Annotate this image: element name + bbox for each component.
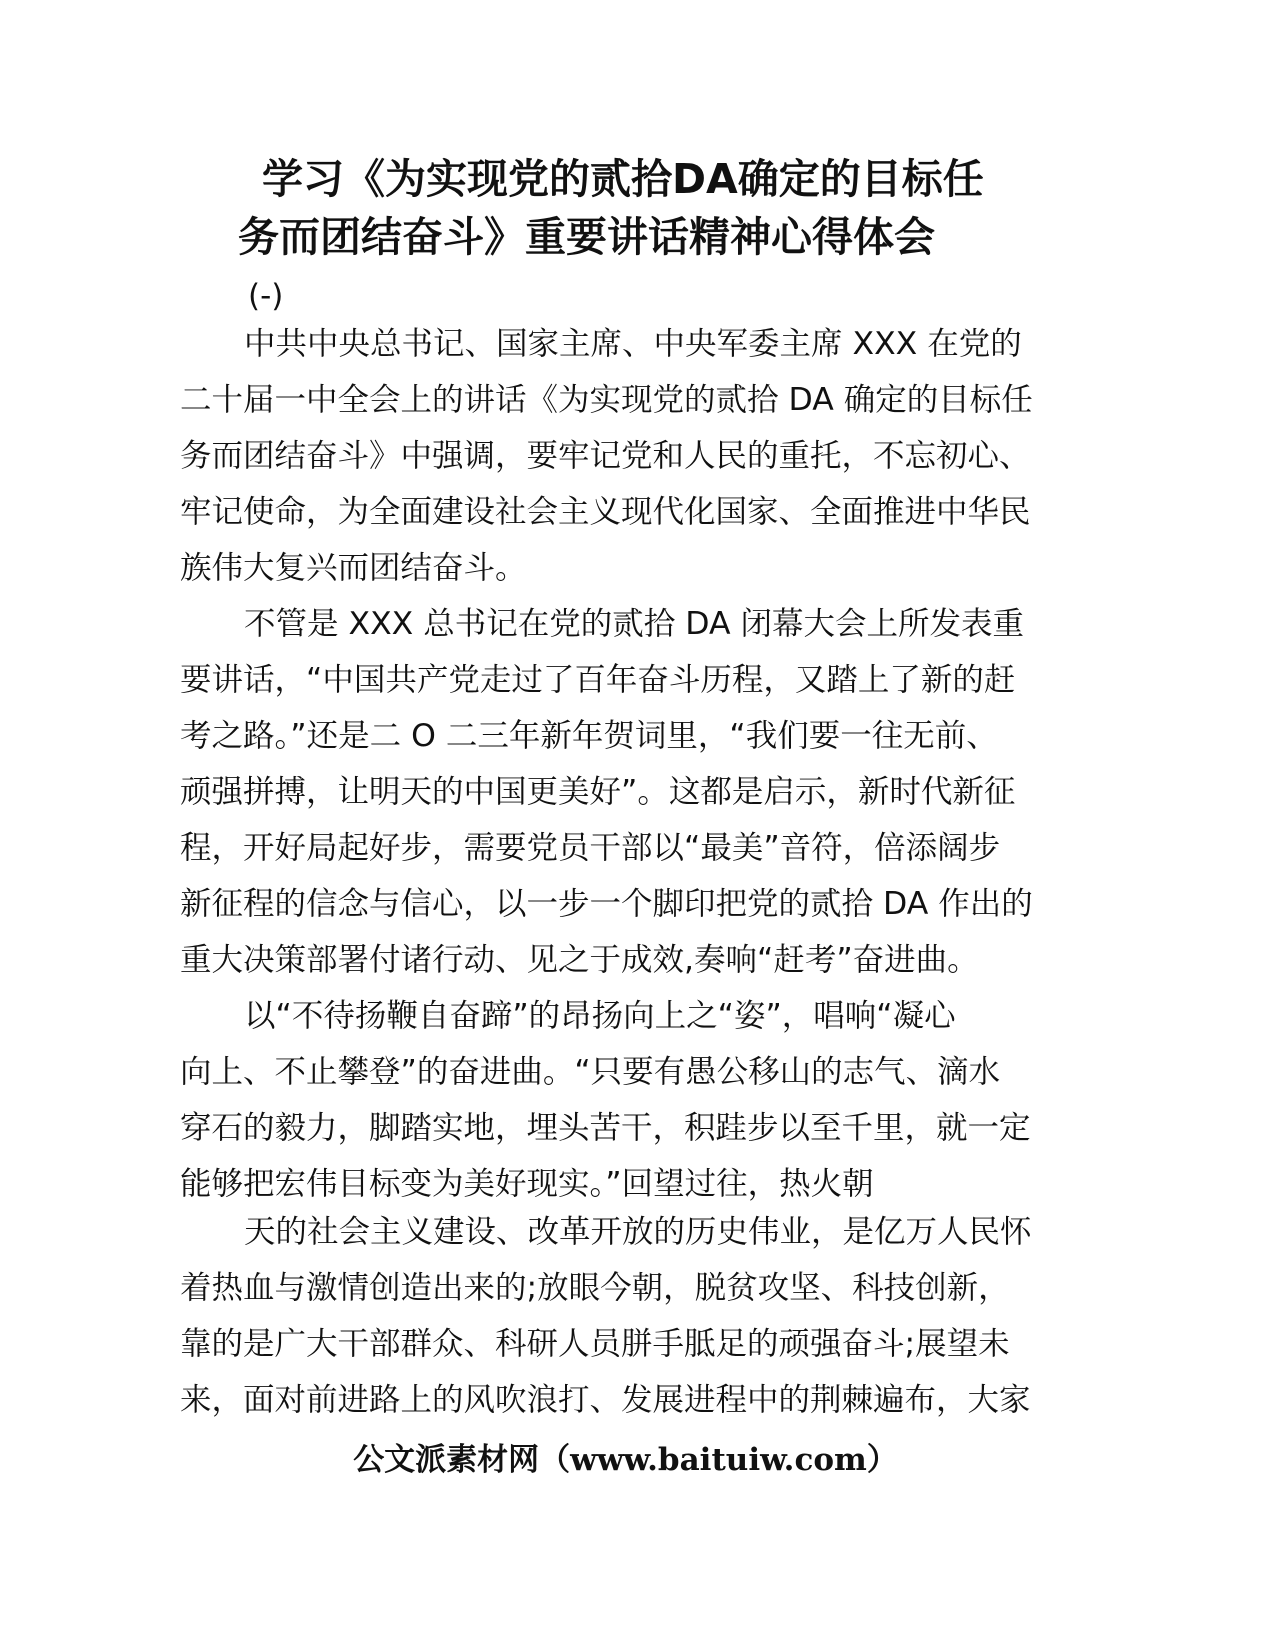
paragraph-line: 穿石的毅力，脚踏实地，埋头苦干，积跬步以至千里，就一定 xyxy=(180,1110,1031,1146)
document-title-line-1: 学习《为实现党的贰拾DA确定的目标任 xyxy=(262,155,984,203)
paragraph-line: 天的社会主义建设、改革开放的历史伟业，是亿万人民怀 xyxy=(244,1214,1032,1250)
paragraph-line: 要讲话，“中国共产党走过了百年奋斗历程，又踏上了新的赶 xyxy=(180,662,1016,698)
paragraph-line: 新征程的信念与信心，以一步一个脚印把党的贰拾 DA 作出的 xyxy=(180,886,1033,922)
paragraph-line: 中共中央总书记、国家主席、中央军委主席 XXX 在党的 xyxy=(244,326,1022,362)
paragraph-line: 向上、不止攀登”的奋进曲。“只要有愚公移山的志气、滴水 xyxy=(180,1054,1001,1090)
paragraph-line: 来，面对前进路上的风吹浪打、发展进程中的荆棘遍布，大家 xyxy=(180,1382,1031,1418)
paragraph-line: 牢记使命，为全面建设社会主义现代化国家、全面推进中华民 xyxy=(180,494,1031,530)
paragraph-line: 族伟大复兴而团结奋斗。 xyxy=(180,550,527,586)
paragraph-line: 程，开好局起好步，需要党员干部以“最美”音符，倍添阔步 xyxy=(180,830,1001,866)
section-marker: (-) xyxy=(248,278,284,314)
document-title-line-2: 务而团结奋斗》重要讲话精神心得体会 xyxy=(238,213,935,261)
paragraph-1 xyxy=(180,316,1040,596)
paragraph-line: 务而团结奋斗》中强调，要牢记党和人民的重托，不忘初心、 xyxy=(180,438,1031,474)
page-footer xyxy=(0,1438,1275,1482)
paragraph-line: 靠的是广大干部群众、科研人员胼手胝足的顽强奋斗;展望未 xyxy=(180,1326,1010,1362)
paragraph-line: 以“不待扬鞭自奋蹄”的昂扬向上之“姿”，唱响“凝心 xyxy=(244,998,956,1034)
paragraph-line: 重大决策部署付诸行动、见之于成效,奏响“赶考”奋进曲。 xyxy=(180,942,979,978)
footer-source-text: 公文派素材网（www.baituiw.com） xyxy=(353,1442,898,1478)
paragraph-3 xyxy=(180,988,1040,1212)
paragraph-line: 考之路。”还是二 O 二三年新年贺词里，“我们要一往无前、 xyxy=(180,718,998,754)
paragraph-4 xyxy=(180,1204,1040,1428)
paragraph-line: 不管是 XXX 总书记在党的贰拾 DA 闭幕大会上所发表重 xyxy=(244,606,1025,642)
paragraph-line: 二十届一中全会上的讲话《为实现党的贰拾 DA 确定的目标任 xyxy=(180,382,1033,418)
paragraph-line: 能够把宏伟目标变为美好现实。”回望过往，热火朝 xyxy=(180,1166,874,1202)
paragraph-line: 顽强拼搏，让明天的中国更美好”。这都是启示，新时代新征 xyxy=(180,774,1016,810)
paragraph-2 xyxy=(180,596,1040,988)
paragraph-line: 着热血与激情创造出来的;放眼今朝，脱贫攻坚、科技创新， xyxy=(180,1270,1010,1306)
